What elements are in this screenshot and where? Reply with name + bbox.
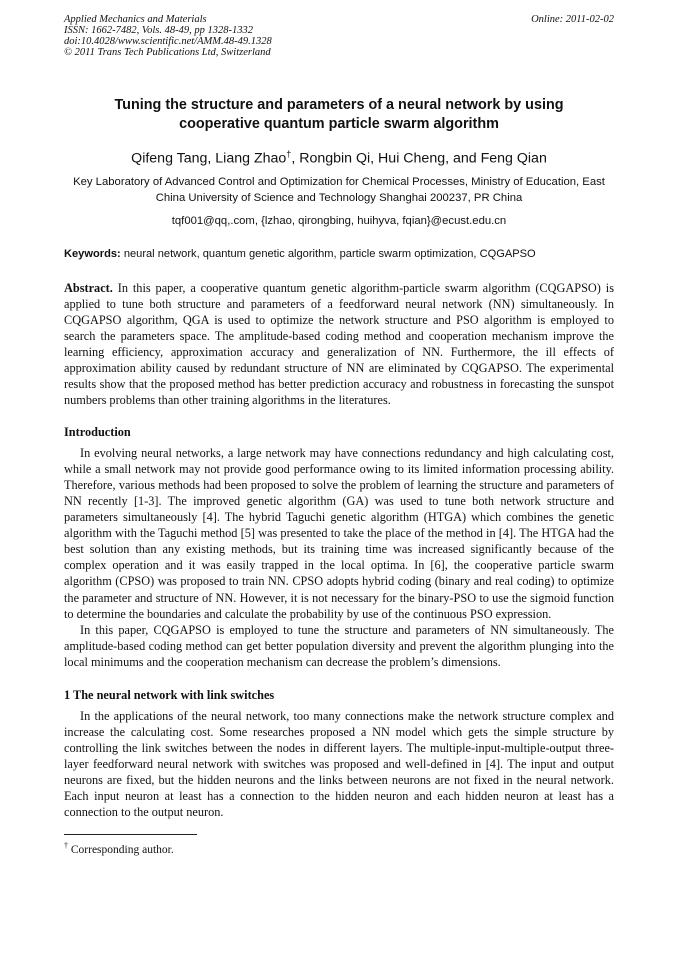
keywords-text: neural network, quantum genetic algorithm, particle swarm optimization, CQGAPSO bbox=[123, 247, 536, 260]
footnote bbox=[64, 839, 614, 857]
intro-paragraph-1: In evolving neural networks, a large network may have connections redundancy and high calculating cost, while a small network may not provide good performance owing to its limited information processing ability. Therefore, various methods had been proposed to solve the problem of learning the structure and parameters of NN recently [1-3]. The improved genetic algorithm (GA) was used to tune both network structure and parameters simultaneously [4]. The hybrid Taguchi genetic algorithm (HTGA) which combines the genetic algorithm with the Taguchi method [5] was presented to take the place of the method in [4]. The HTGA had the best solution than any existing methods, but its training time was increased significantly because of the complex operation and it was easily trapped in the local optima. In [6], the cooperative particle swarm algorithm (CPSO) was proposed to train NN. CPSO adopts hybrid coding (binary and real coding) to optimize the parameter and structure of NN. However, it is not necessary for the binary-PSO to use the sigmoid function to determine the boundaries and calculate the probability by use of the continuous PSO expression. bbox=[64, 446, 614, 621]
online-date: Online: 2011-02-02 bbox=[531, 14, 614, 25]
footnote-mark: † bbox=[64, 841, 68, 851]
keywords-label: Keywords: bbox=[64, 247, 121, 260]
section1-paragraph-1: In the applications of the neural network, too many connections make the network structure complex and increase the calculating cost. Some researches proposed a NN model which gets the simple structure by controlling the link switches between the nodes in different layers. The multiple-input-multiple-output three-layer feedforward neural network with switches was proposed and well-defined in [4]. The input and output neurons are fixed, but the hidden neurons and the links between neurons are not fixed in the neural network. Each input neuron at least has a connection to the hidden neuron and each hidden neuron at least has a connection to the output neuron. bbox=[64, 708, 614, 820]
doi-line: doi:10.4028/www.scientific.net/AMM.48-49.1328 bbox=[64, 36, 272, 47]
author-separator: , bbox=[207, 150, 216, 167]
abstract-text: In this paper, a cooperative quantum genetic algorithm-particle swarm algorithm (CQGAPSO) is applied to tune both structure and parameters of a feedforward neural network (NN) simultaneously. In CQGAPSO algorithm, QGA is used to optimize the network structure and PSO algorithm is employed to search the parameters space. The amplitude-based coding method and cooperation mechanism improve the learning efficiency, approximation accuracy and generalization of NN. Furthermore, the ill effects of approximation ability caused by redundant structure of NN are eliminated by CQGAPSO. The experimental results show that the proposed method has better prediction accuracy and robustness in forecasting the sunspot numbers problems than other training algorithms in the literatures. bbox=[64, 280, 615, 408]
intro-paragraph-2: In this paper, CQGAPSO is employed to tune the structure and parameters of NN simultaneously. The amplitude-based coding method can get better population diversity and prevent the algorithm plunging into the local minimums and the cooperation mechanism can decrease the problem’s dimensions. bbox=[64, 622, 614, 669]
footnote-rule bbox=[64, 834, 197, 835]
journal-info bbox=[64, 14, 272, 58]
issn-line: ISSN: 1662-7482, Vols. 48-49, pp 1328-1332 bbox=[64, 25, 253, 36]
journal-name: Applied Mechanics and Materials bbox=[64, 14, 207, 25]
author-list bbox=[64, 145, 614, 168]
dagger-mark: † bbox=[286, 149, 292, 159]
abstract bbox=[64, 280, 614, 408]
footnote-text: Corresponding author. bbox=[68, 843, 174, 856]
affiliation: Key Laboratory of Advanced Control and Optimization for Chemical Processes, Ministry of Education, East China University of Science and Technology Shanghai 200237, PR China bbox=[73, 175, 605, 204]
section-heading-1: 1 The neural network with link switches bbox=[64, 687, 275, 702]
author-name: Qifeng Tang bbox=[131, 150, 208, 167]
abstract-label: Abstract. bbox=[64, 280, 113, 295]
keywords bbox=[64, 247, 614, 261]
section-heading-introduction: Introduction bbox=[64, 425, 131, 440]
email-addresses: tqf001@qq,.com, {lzhao, qirongbing, huihyva, fqian}@ecust.edu.cn bbox=[171, 214, 507, 227]
corresponding-author-name: Liang Zhao bbox=[215, 150, 287, 167]
copyright-line: © 2011 Trans Tech Publications Ltd, Switzerland bbox=[64, 47, 271, 58]
paper-title: Tuning the structure and parameters of a neural network by using cooperative quantum particle swarm algorithm bbox=[114, 97, 564, 132]
other-authors: , Rongbin Qi, Hui Cheng, and Feng Qian bbox=[291, 150, 547, 167]
journal-header bbox=[64, 14, 614, 62]
